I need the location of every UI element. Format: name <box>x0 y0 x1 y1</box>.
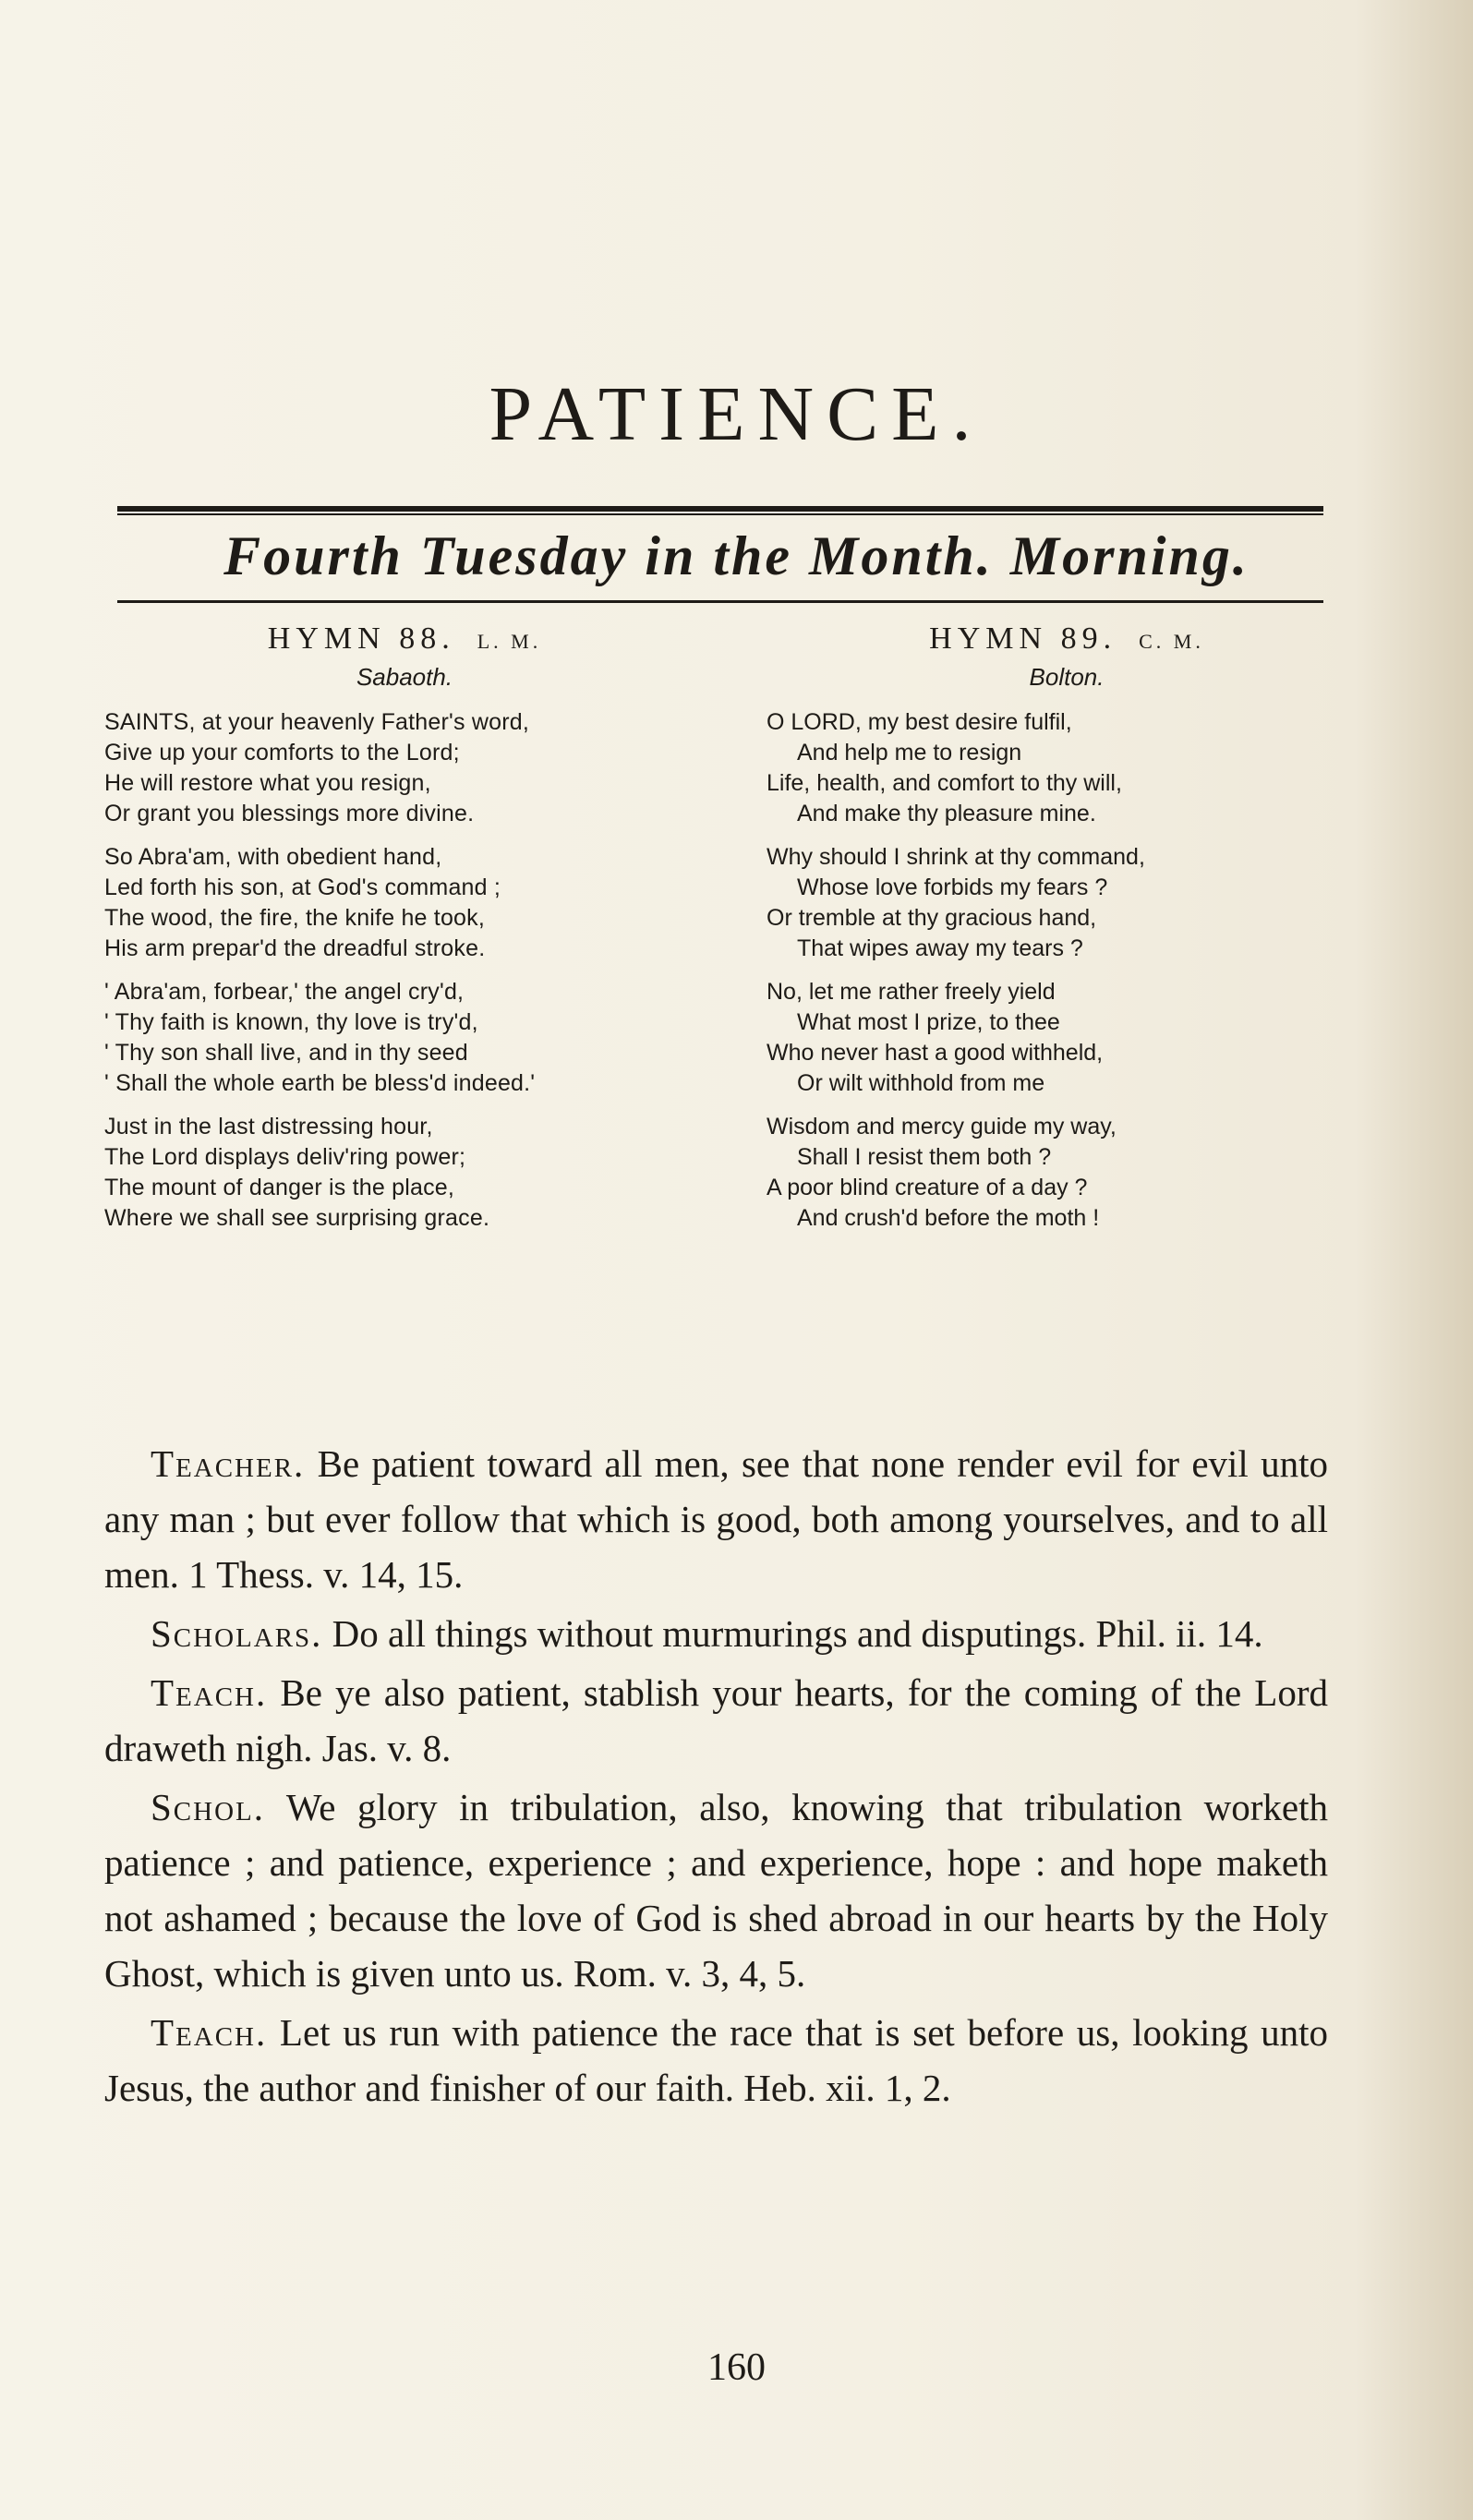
stanza <box>767 1112 1367 1234</box>
hymn-number: HYMN 89. <box>929 621 1117 656</box>
speaker-label: Schol. <box>151 1786 265 1828</box>
dialogue-text: We glory in tribulation, also, knowing that tribulation worketh patience ; and patience, experience ; and experience, hope : and hope maketh not ashamed ; because the love of God is shed abroad in our hearts by the Holy Ghost, which is given unto us. Rom. v. 3, 4, 5. <box>104 1786 1328 1995</box>
verse-line: The mount of danger is the place, <box>104 1175 455 1200</box>
page-title: PATIENCE. <box>489 371 984 457</box>
speaker-label: Teach. <box>151 1671 268 1714</box>
verse-line: Led forth his son, at God's command ; <box>104 874 501 900</box>
verse-line: ' Abra'am, forbear,' the angel cry'd, <box>104 979 465 1005</box>
verse-line: A poor blind creature of a day ? <box>767 1175 1088 1200</box>
dialogue-text: Let us run with patience the race that is set before us, looking unto Jesus, the author and finisher of our faith. Heb. xii. 1, 2. <box>104 2011 1329 2109</box>
page-number: 160 <box>707 2346 766 2389</box>
speaker-label: Teacher. <box>151 1442 306 1485</box>
verse-line: And make thy pleasure mine. <box>797 801 1096 826</box>
dialogue-paragraph <box>104 1436 1328 1602</box>
speaker-label: Teach. <box>151 2011 268 2054</box>
verse-line: The Lord displays deliv'ring power; <box>104 1144 466 1170</box>
verse-line: Give up your comforts to the Lord; <box>104 740 460 766</box>
verse-line: And crush'd before the moth ! <box>797 1205 1100 1231</box>
dialogue-text: Do all things without murmurings and disputings. Phil. ii. 14. <box>332 1612 1263 1655</box>
title-rule-thin <box>117 513 1323 515</box>
dialogue-text: Be ye also patient, stablish your hearts, for the coming of the Lord draweth nigh. Jas. v. 8. <box>104 1671 1329 1769</box>
verse-line: The wood, the fire, the knife he took, <box>104 905 486 931</box>
dialogue-paragraph <box>104 2005 1328 2116</box>
dialogue-paragraph <box>104 1606 1328 1661</box>
dialogue <box>104 1436 1328 2119</box>
hymn-meter: L. M. <box>477 630 542 653</box>
verse-line: Whose love forbids my fears ? <box>797 874 1108 900</box>
hymn-tune: Sabaoth. <box>356 663 453 691</box>
verse-line: Just in the last distressing hour, <box>104 1114 433 1139</box>
verse-line: Who never hast a good withheld, <box>767 1040 1104 1066</box>
hymn-meter: C. M. <box>1139 630 1204 653</box>
stanza <box>104 707 705 829</box>
speaker-label: Scholars. <box>151 1612 323 1655</box>
section-subtitle: Fourth Tuesday in the Month. Morning. <box>223 525 1250 586</box>
verse-line: ' Thy faith is known, thy love is try'd, <box>104 1009 478 1035</box>
verse-line: Or tremble at thy gracious hand, <box>767 905 1097 931</box>
dialogue-text: Be patient toward all men, see that none render evil for evil unto any man ; but ever follow that which is good, both among yourselves, and to all men. 1 Thess. v. 14, 15. <box>104 1442 1329 1596</box>
hymn-heading <box>104 619 705 659</box>
hymn-88 <box>104 619 705 1234</box>
title-rule-thick <box>117 506 1323 512</box>
verse-line: Life, health, and comfort to thy will, <box>767 770 1122 796</box>
verse-line: What most I prize, to thee <box>797 1009 1060 1035</box>
verse-line: Why should I shrink at thy command, <box>767 844 1145 870</box>
verse-line: Where we shall see surprising grace. <box>104 1205 490 1231</box>
stanza <box>104 977 705 1099</box>
verse-line: He will restore what you resign, <box>104 770 431 796</box>
verse-line: O LORD, my best desire fulfil, <box>767 709 1072 735</box>
verse-line: ' Thy son shall live, and in thy seed <box>104 1040 468 1066</box>
verse-line: SAINTS, at your heavenly Father's word, <box>104 709 529 735</box>
dialogue-paragraph <box>104 1779 1328 2001</box>
verse-line: So Abra'am, with obedient hand, <box>104 844 442 870</box>
verse-line: No, let me rather freely yield <box>767 979 1056 1005</box>
subtitle-rule <box>117 600 1323 603</box>
hymn-number: HYMN 88. <box>267 621 455 656</box>
verse-line: Shall I resist them both ? <box>797 1144 1052 1170</box>
verse-line: That wipes away my tears ? <box>797 935 1083 961</box>
dialogue-paragraph <box>104 1665 1328 1776</box>
stanza <box>767 842 1367 964</box>
stanza <box>104 842 705 964</box>
verse-line: Or grant you blessings more divine. <box>104 801 475 826</box>
verse-line: Or wilt withhold from me <box>797 1070 1045 1096</box>
verse-line: ' Shall the whole earth be bless'd indeed.' <box>104 1070 536 1096</box>
stanza <box>104 1112 705 1234</box>
hymn-tune: Bolton. <box>1029 663 1105 691</box>
hymn-89 <box>767 619 1367 1234</box>
verse-line: His arm prepar'd the dreadful stroke. <box>104 935 486 961</box>
verse-line: And help me to resign <box>797 740 1022 766</box>
stanza <box>767 977 1367 1099</box>
hymn-heading <box>767 619 1367 659</box>
verse-line: Wisdom and mercy guide my way, <box>767 1114 1117 1139</box>
stanza <box>767 707 1367 829</box>
